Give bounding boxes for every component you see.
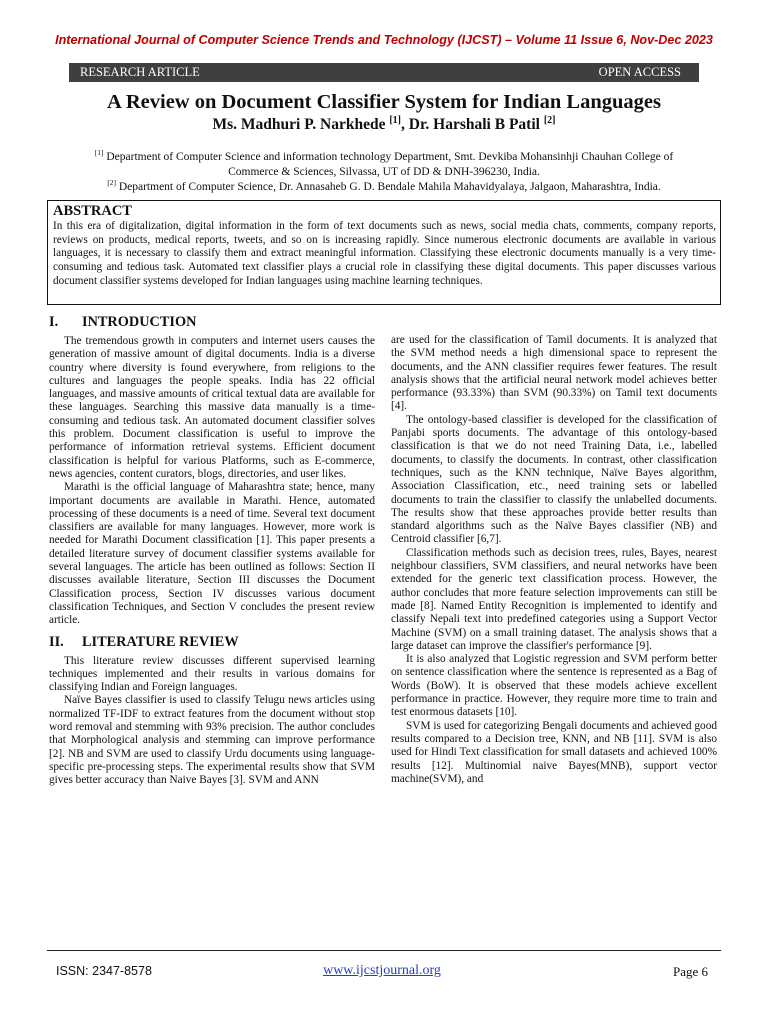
author-2-mark: [2] (543, 115, 556, 126)
author-1: Ms. Madhuri P. Narkhede (212, 116, 390, 134)
article-type-label: RESEARCH ARTICLE (80, 65, 200, 79)
right-paragraph-5: SVM is used for categorizing Bengali documents and achieved good results compared to a Decision tree, KNN, and NB [11]. SVM is also used for Hindi Text classification for small datasets and achieved 100% results [12]. Multinomial naive Bayes(MNB), support vector machine(SVM), and (391, 719, 717, 785)
right-column (391, 334, 717, 786)
affiliation-1-line-1: Department of Computer Science and information technology Department, Smt. Devkiba Mohansinhji Chauhan College of (103, 150, 674, 163)
abstract-heading: ABSTRACT (53, 203, 132, 219)
right-paragraph-1: are used for the classification of Tamil documents. It is analyzed that the SVM method needs a high dimensional space to represent the documents, and the ANN classifier requires fewer features. The result analysis shows that the artificial neural network model achieves better performance (93.33%) than SVM (90.33%) on Tamil text documents [4]. (391, 334, 717, 413)
left-column (49, 314, 375, 788)
article-type-bar (69, 63, 699, 82)
right-paragraph-4: It is also analyzed that Logistic regression and SVM perform better on sentence classification where the sentence is represented as a Bag of Words (BoW). It is observed that these models achieve excellent performance in practice. However, they require more time to train and test enormous datasets [10]. (391, 653, 717, 719)
footer-page-number: Page 6 (672, 964, 708, 979)
footer-journal-link[interactable]: www.ijcstjournal.org (323, 963, 441, 978)
introduction-heading (49, 314, 375, 331)
literature-paragraph-2: Naïve Bayes classifier is used to classify Telugu news articles using normalized TF-IDF to extract features from the document without stop word removal and stemming with 93% precision. The author concludes that Morphological analysis and stemming can improve performance [2]. NB and SVM are used to classify Urdu documents using language-specific pre-processing steps. The experimental results show that SVM gives better accuracy than Naive Bayes [3]. SVM and ANN (49, 694, 375, 787)
footer-rule (47, 950, 721, 951)
author-2: , Dr. Harshali B Patil (401, 116, 544, 134)
affiliation-1-mark: [1] (94, 148, 104, 157)
affiliation-1-line-2: Commerce & Sciences, Silvassa, UT of DD & DNH-396230, India. (228, 165, 540, 178)
affiliation-2-text: Department of Computer Science, Dr. Annasaheb G. D. Bendale Mahila Mahavidyalaya, Jalgaon, Maharashtra, India. (115, 180, 661, 193)
introduction-title: INTRODUCTION (82, 314, 197, 330)
journal-header: International Journal of Computer Science Trends and Technology (IJCST) – Volume 11 Issue 6, Nov-Dec 2023 (55, 33, 713, 47)
introduction-paragraph-1: The tremendous growth in computers and internet users causes the generation of massive amount of digital documents. India is a diverse country where diversity is found everywhere, from religions to the cultures and languages the people speaks. India has 22 official languages, and massive amounts of critical textual data are available for these languages. Searching this massive data manually is a time-consuming and tedious task. An automated document classifier solves this problem. Document classification is useful to improve the performance of information retrieval systems. Efficient document classification is helpful for various Platforms, such as E-commerce, news agencies, content curators, blogs, directories, and user likes. (49, 335, 375, 480)
literature-review-number: II. (49, 633, 64, 650)
paper-title: A Review on Document Classifier System for Indian Languages (107, 91, 661, 113)
literature-review-heading (49, 634, 375, 651)
affiliation-2 (0, 175, 768, 195)
literature-review-title: LITERATURE REVIEW (82, 633, 239, 650)
author-1-mark: [1] (389, 115, 401, 126)
affiliation-2-mark: [2] (107, 178, 116, 187)
right-paragraph-2: The ontology-based classifier is developed for the classification of Panjabi sports documents. The advantage of this ontology-based classification is that we do not need Training Data, i.e., labelled documents, to classify the documents. In contrast, other classification techniques, such as the KNN technique, Naïve Bayes algorithm, Association Classification, etc., need training sets or labelled documents to train the classifier to classify the unlabelled documents. The results show that these approaches provide better results than standard algorithms such as the Naïve Bayes classifier (NB) and Centroid classifier [6,7]. (391, 413, 717, 546)
introduction-number: I. (49, 314, 59, 330)
abstract-box (47, 200, 721, 305)
literature-paragraph-1: This literature review discusses different supervised learning techniques implemented and their results in various domains for classifying Indian and Foreign languages. (49, 654, 375, 694)
right-paragraph-3: Classification methods such as decision trees, rules, Bayes, nearest neighbour classifiers, SVM classifiers, and neural networks have been extended for the generic text classification process. However, the author concludes that more feature selection improvements can still be made [8]. Named Entity Recognition is implemented to identify and classify Nepali text into predefined categories using a Support Vector Machine (SVM) on a small training dataset. The analysis shows that a large dataset can improve the classifier's performance [9]. (391, 546, 717, 652)
authors (0, 115, 768, 134)
footer (56, 963, 708, 981)
open-access-label: OPEN ACCESS (598, 65, 681, 79)
abstract-text: In this era of digitalization, digital information in the form of text documents such as news, social media chats, comments, company reports, reviews on products, medical reports, tweets, and so on is increasing rapidly. Since numerous electronic documents are available in various languages, it is necessary to classify them and extract meaningful information. Classifying these electronic documents manually is a very time-consuming and tedious task. Automated text classifier plays a crucial role in classifying these digital documents. This paper discusses various document classifier systems developed for Indian languages using machine learning techniques. (53, 220, 716, 287)
introduction-paragraph-2: Marathi is the official language of Maharashtra state; hence, many important documents are available in Marathi. Hence, automated processing of these documents is a need of time. Several text document classifiers are available for many languages. However, more work is needed for Marathi Document classification [1]. This paper presents a detailed literature survey of document classifier systems available for several languages. The article has been outlined as follows: Section II discusses available literature, Section III discusses the Document Classification process, Section IV discusses various document classification Techniques, and Section V concludes the present review article. (49, 481, 375, 627)
footer-issn: ISSN: 2347-8578 (56, 964, 152, 978)
